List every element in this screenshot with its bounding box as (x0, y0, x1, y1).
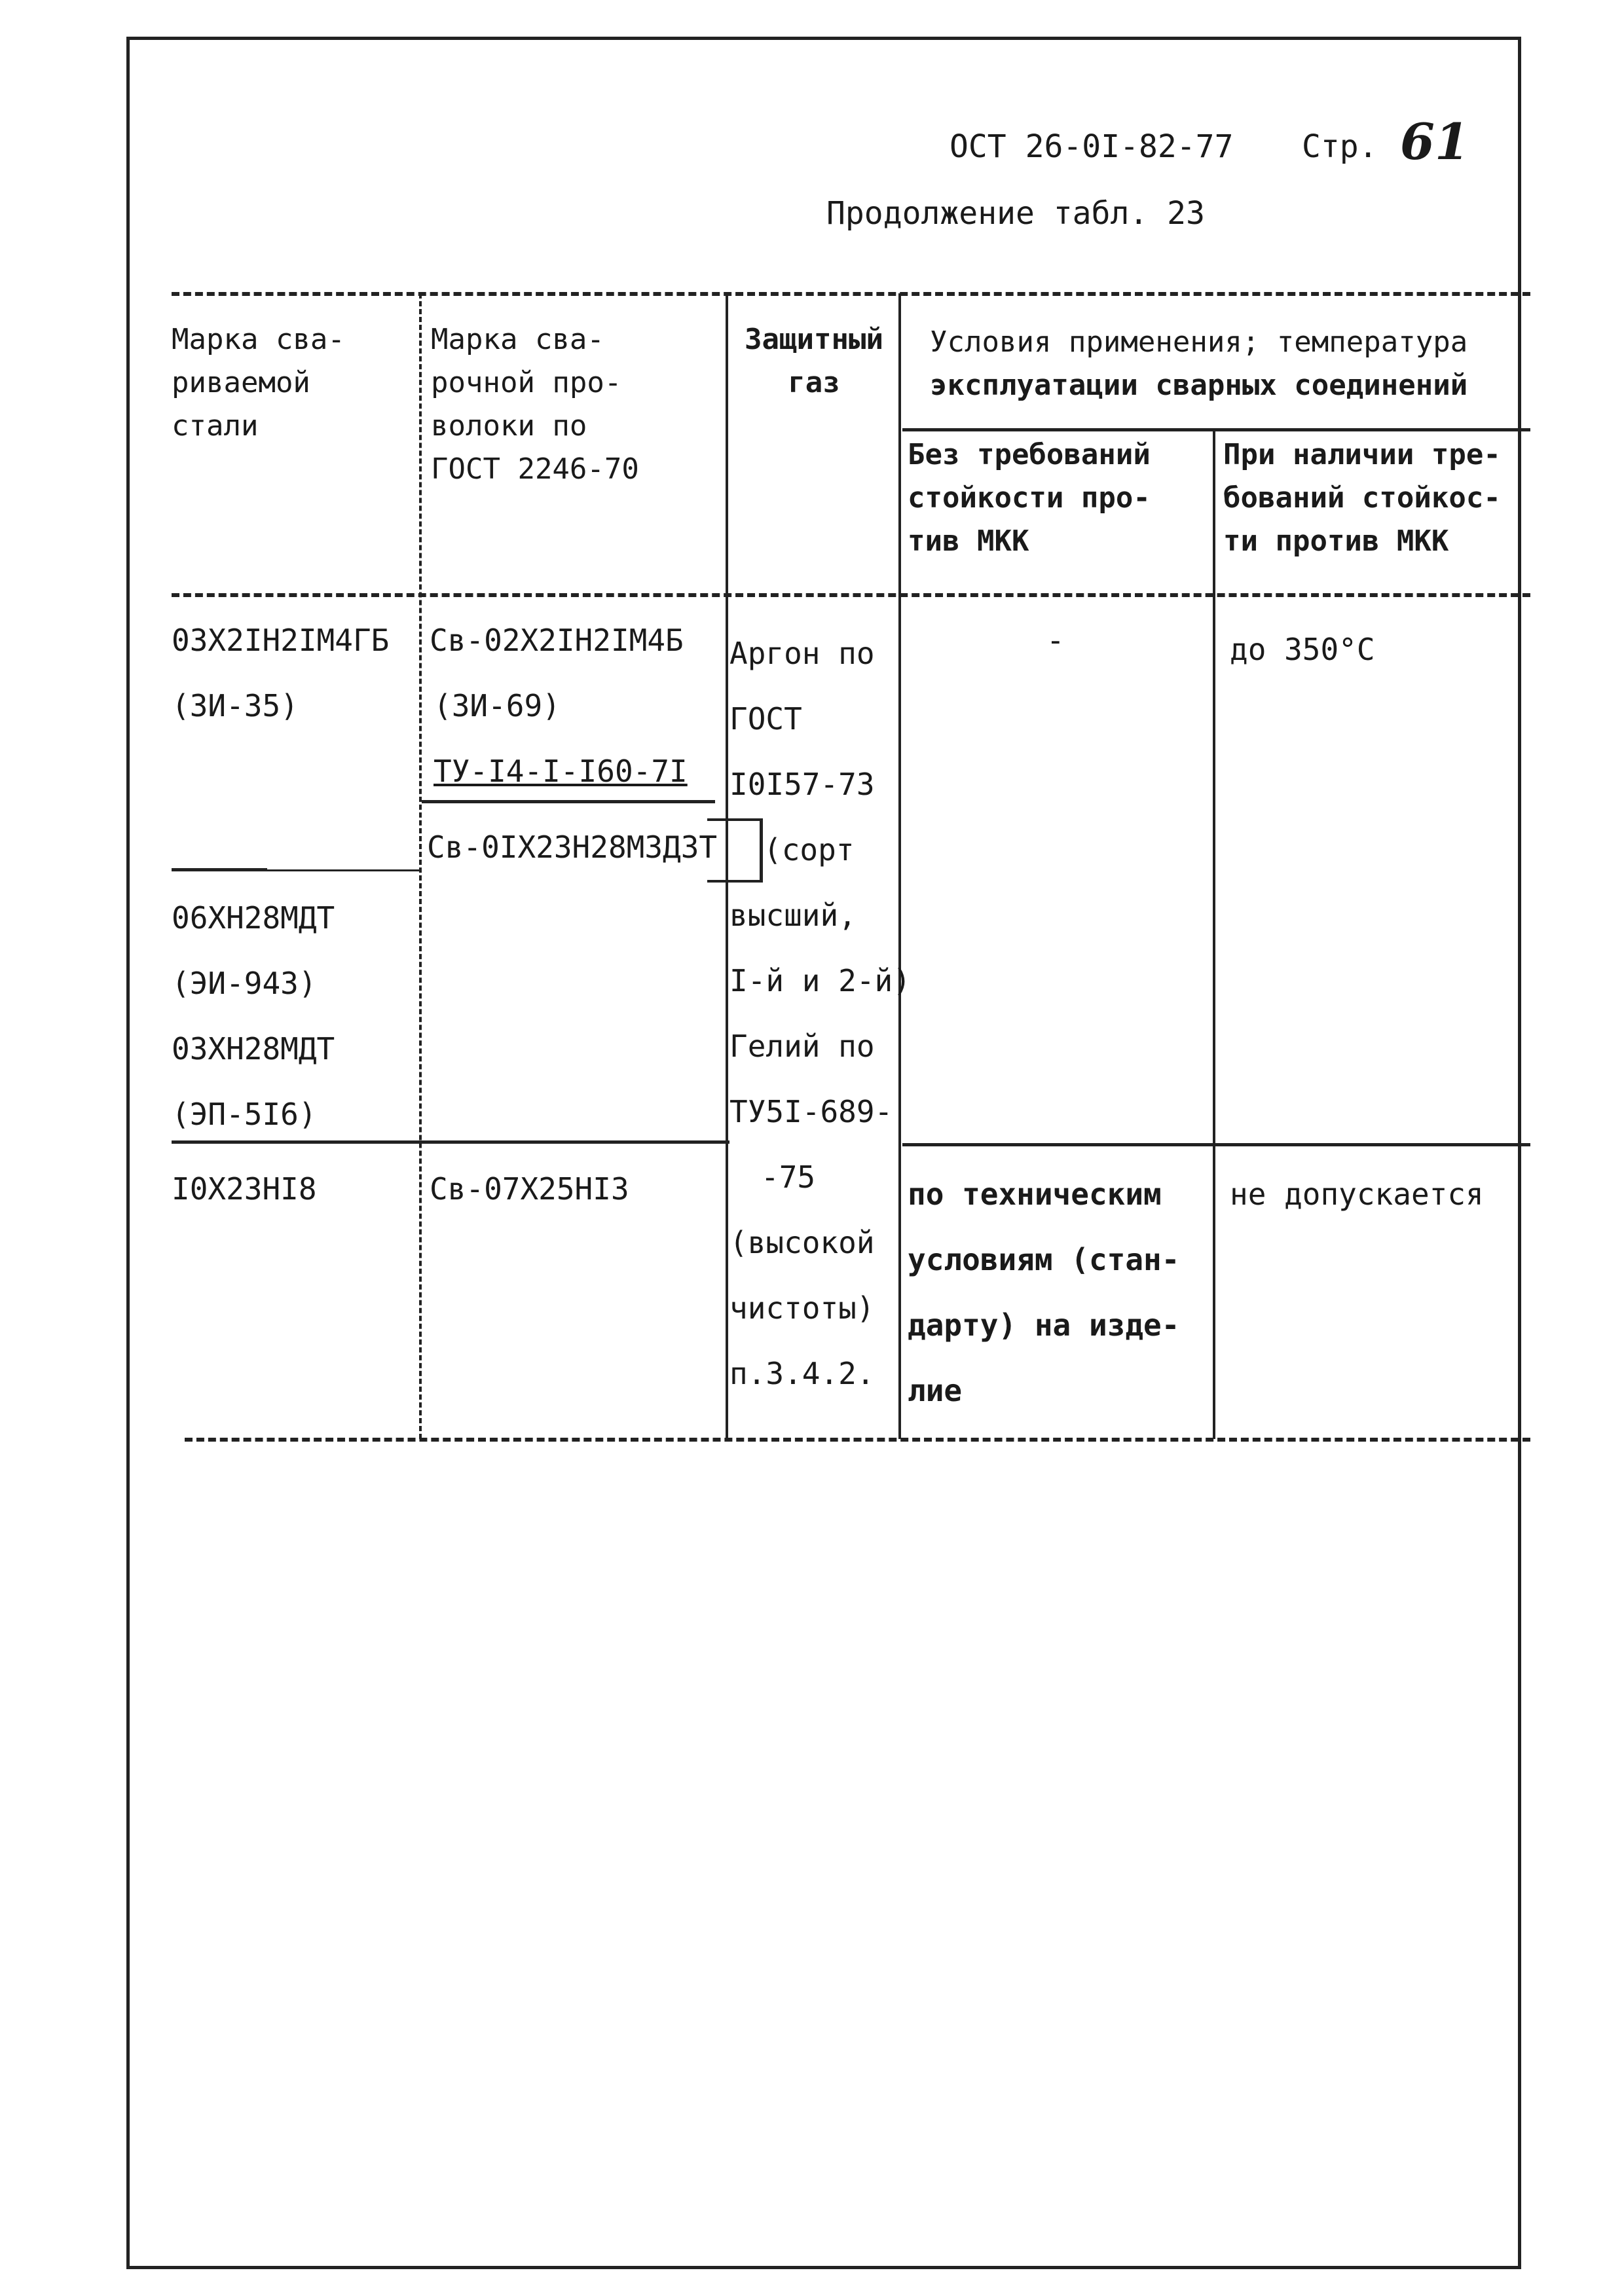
col-divider-1 (419, 293, 422, 1439)
table-top-rule (172, 292, 1530, 296)
steel-grade-2-alias: (ЭИ-943) (172, 966, 317, 1001)
table-continuation-caption: Продолжение табл. 23 (826, 195, 1205, 232)
steel-grade-1: 03Х2IН2IМ4ГБ (172, 623, 390, 658)
gas-line-5: высший, (729, 898, 857, 933)
steel-grade-3-alias: (ЭП-5I6) (172, 1097, 317, 1132)
page-number: 61 (1400, 113, 1469, 171)
gas-line-9: -75 (761, 1159, 816, 1195)
no-mkk-row2-line3: дарту) на изде- (908, 1307, 1180, 1343)
gas-line-4: (сорт (764, 832, 855, 867)
steel-group-rule (172, 868, 267, 871)
header-bottom-rule (172, 593, 1530, 597)
steel-grade-3: 03ХН28МДТ (172, 1031, 335, 1066)
no-mkk-row1: - (1046, 623, 1065, 658)
gas-line-8: ТУ5I-689- (729, 1094, 893, 1129)
steel-divider-rule (267, 869, 422, 871)
header-application-conditions: Условия применения; температура эксплуатации сварных соединений (930, 325, 1468, 402)
wire-grade-1: Св-02Х2IН2IМ4Б (430, 623, 684, 658)
with-mkk-row1: до 350°С (1230, 632, 1375, 667)
gas-line-2: ГОСТ (729, 701, 802, 737)
header-steel-grade: Марка сва- риваемой стали (172, 323, 345, 443)
with-mkk-row2: не допускается (1230, 1176, 1484, 1212)
gas-line-6: I-й и 2-й) (729, 963, 911, 998)
gas-line-1: Аргон по (729, 636, 875, 671)
wire-grade-3: Св-07Х25НI3 (430, 1171, 629, 1207)
no-mkk-row2-line2: условиям (стан- (908, 1242, 1180, 1277)
wire-grade-2: Св-0IХ23Н28М3Д3Т (427, 829, 718, 865)
gas-line-12: п.3.4.2. (729, 1356, 875, 1391)
header-shielding-gas: Защитный газ (745, 323, 883, 399)
steel-grade-4: I0Х23НI8 (172, 1171, 317, 1207)
steel-grade-2: 06ХН28МДТ (172, 900, 335, 936)
conditions-subheader-rule (902, 428, 1530, 431)
gas-line-3: I0I57-73 (729, 767, 875, 802)
page-label: Стр. (1302, 128, 1378, 165)
steel-grade-1-alias: (ЗИ-35) (172, 688, 299, 723)
table-bottom-rule (185, 1438, 1530, 1442)
row2-rule-right (902, 1143, 1530, 1146)
wire-grade-1-alias: (ЗИ-69) (434, 688, 561, 723)
gas-line-7: Гелий по (729, 1029, 875, 1064)
col-divider-4 (1213, 431, 1215, 1439)
header-without-mkk: Без требований стойкости про- тив МКК (908, 438, 1151, 558)
gas-line-10: (высокой (729, 1225, 875, 1260)
no-mkk-row2-line4: лие (908, 1373, 963, 1408)
header-wire-grade: Марка сва- рочной про- волоки по ГОСТ 2246-70 (431, 323, 639, 486)
wire-grade-1-spec: ТУ-I4-I-I60-7I (434, 754, 688, 789)
gas-line-11: чистоты) (729, 1290, 875, 1326)
no-mkk-row2-line1: по техническим (908, 1176, 1162, 1212)
document-code: ОСТ 26-0I-82-77 (950, 128, 1234, 165)
header-with-mkk: При наличии тре- бований стойкос- ти против МКК (1223, 438, 1501, 558)
col-divider-3 (898, 293, 901, 1439)
